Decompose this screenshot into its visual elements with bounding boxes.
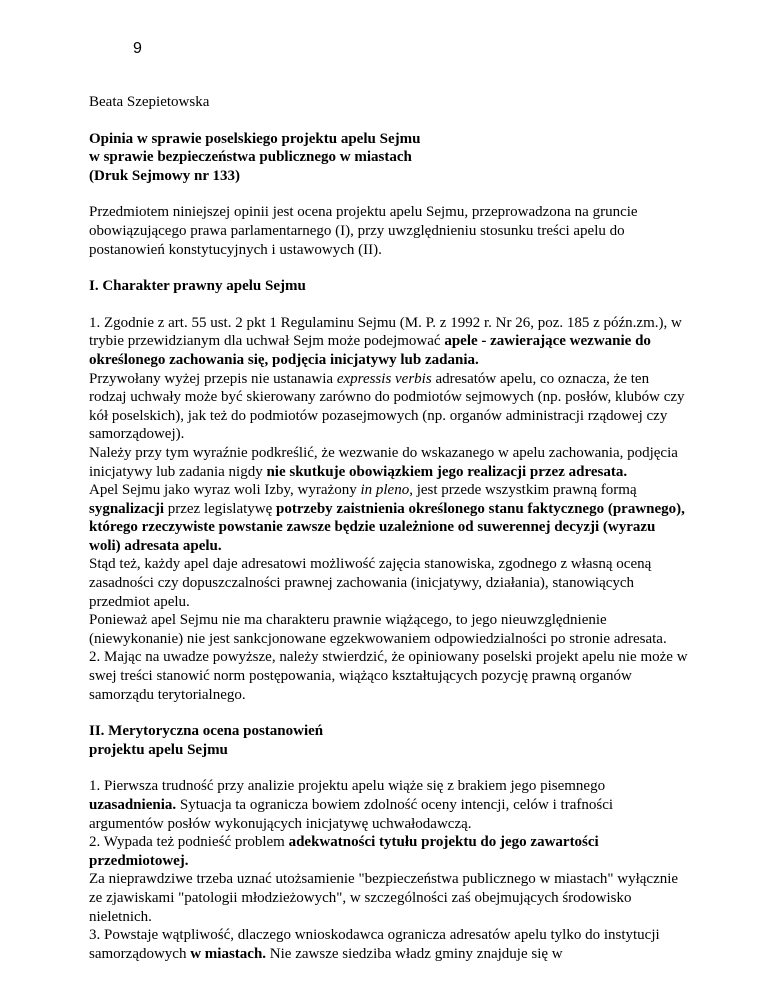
title-line-1: Opinia w sprawie poselskiego projektu apelu Sejmu bbox=[89, 130, 421, 147]
paragraph: Należy przy tym wyraźnie podkreślić, że wezwanie do wskazanego w apelu zachowania, podjęcia inicjatywy lub zadania nigdy nie skutkuje obowiązkiem jego realizacji przez adresata. bbox=[89, 444, 678, 480]
paragraph: Stąd też, każdy apel daje adresatowi możliwość zajęcia stanowiska, zgodnego z własną oceną zasadności czy dopuszczalności prawnej zachowania (inicjatywy, działania), stanowiących przedmiot apelu. bbox=[89, 556, 652, 610]
paragraph: Za nieprawdziwe trzeba uznać utożsamienie "bezpieczeństwa publicznego w miastach" wyłącznie ze zjawiskami "patologii młodzieżowych", w szczególności zaś obejmujących środowisko nieletnich. bbox=[89, 871, 679, 925]
paragraph: 3. Powstaje wątpliwość, dlaczego wnioskodawca ogranicza adresatów apelu tylko do instytucji samorządowych w miastach. Nie zawsze siedziba władz gminy znajduje się w bbox=[89, 927, 660, 962]
paragraph: 1. Zgodnie z art. 55 ust. 2 pkt 1 Regulaminu Sejmu (M. P. z 1992 r. Nr 26, poz. 185 z późn.zm.), w trybie przewidzianym dla uchwał Sejm może podejmować apele - zawierające wezwanie do określonego zachowania się, podjęcia inicjatywy lub zadania. bbox=[89, 314, 682, 368]
title-line-2: w sprawie bezpieczeństwa publicznego w miastach bbox=[89, 149, 412, 166]
section-2-heading: II. Merytoryczna ocena postanowień projektu apelu Sejmu bbox=[89, 723, 324, 758]
author-name: Beata Szepietowska bbox=[89, 94, 210, 110]
document-title bbox=[89, 130, 689, 186]
document-body bbox=[89, 93, 689, 963]
paragraph: Przywołany wyżej przepis nie ustanawia expressis verbis adresatów apelu, co oznacza, że ten rodzaj uchwały może być skierowany zarówno do podmiotów sejmowych (np. posłów, klubów czy kół poselskich), jak też do podmiotów pozasejmowych (np. organów administracji rządowej czy samorządowej). bbox=[89, 370, 685, 443]
paragraph: 2. Mając na uwadze powyższe, należy stwierdzić, że opiniowany poselski projekt apelu nie może w swej treści stanowić norm postępowania, wiążąco kształtujących pozycję prawną organów samorządu terytorialnego. bbox=[89, 649, 688, 703]
section-2-body bbox=[89, 777, 689, 963]
paragraph: Apel Sejmu jako wyraz woli Izby, wyrażony in pleno, jest przede wszystkim prawną formą sygnalizacji przez legislatywę potrzeby zaistnienia określonego stanu faktycznego (prawnego), którego rzeczywiste powstanie zawsze będzie uzależnione od suwerennej decyzji (wyrazu woli) adresata apelu. bbox=[89, 482, 685, 554]
paragraph: Ponieważ apel Sejmu nie ma charakteru prawnie wiążącego, to jego nieuwzględnienie (niewykonanie) nie jest sankcjonowane egzekwowaniem odpowiedzialności po stronie adresata. bbox=[89, 612, 667, 647]
title-line-3: (Druk Sejmowy nr 133) bbox=[89, 167, 240, 184]
paragraph: 1. Pierwsza trudność przy analizie projektu apelu wiąże się z brakiem jego pisemnego uzasadnienia. Sytuacja ta ogranicza bowiem zdolność oceny intencji, celów i trafności argumentów posłów wykonujących inicjatywę uchwałodawczą. bbox=[89, 778, 614, 832]
intro-paragraph: Przedmiotem niniejszej opinii jest ocena projektu apelu Sejmu, przeprowadzona na gruncie obowiązującego prawa parlamentarnego (I), przy uwzględnieniu stosunku treści apelu do postanowień konstytucyjnych i ustawowych (II). bbox=[89, 204, 638, 258]
paragraph: 2. Wypada też podnieść problem adekwatności tytułu projektu do jego zawartości przedmiotowej. bbox=[89, 834, 599, 869]
section-1-body bbox=[89, 314, 689, 704]
page-number: 9 bbox=[133, 40, 142, 57]
section-1-heading: I. Charakter prawny apelu Sejmu bbox=[89, 278, 306, 295]
